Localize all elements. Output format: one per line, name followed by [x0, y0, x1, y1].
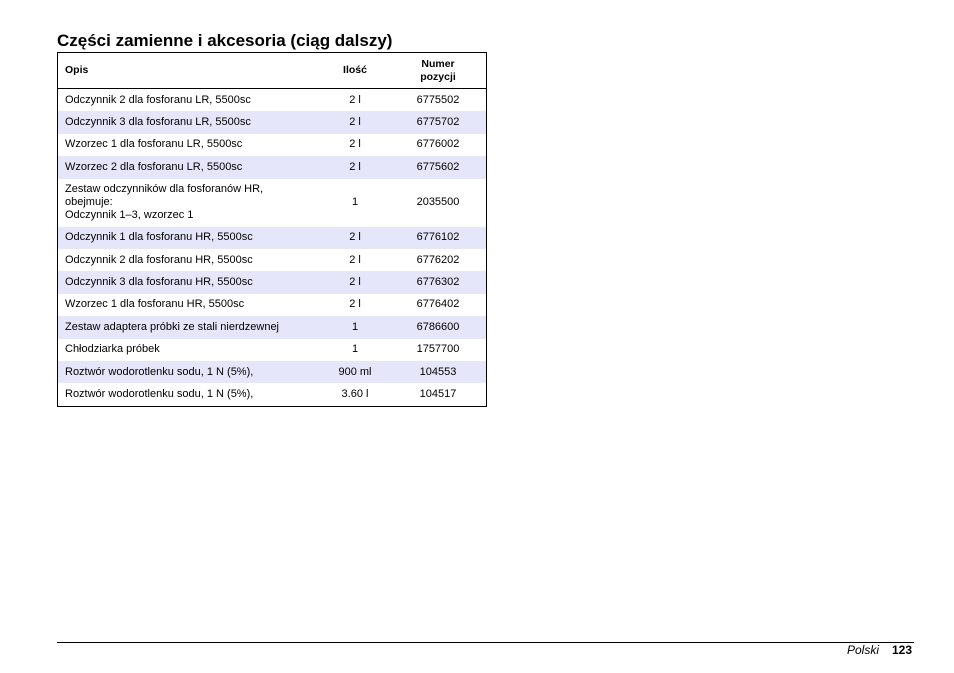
cell-ilosc: 900 ml: [320, 361, 390, 383]
table-row: [58, 271, 487, 293]
cell-ilosc: 2 l: [349, 138, 361, 151]
footer-language: Polski: [847, 643, 880, 657]
table-row: [58, 339, 487, 361]
cell-numer: 6776102: [390, 227, 487, 249]
cell-numer: 6776002: [416, 138, 460, 151]
footer-page-number: 123: [892, 643, 913, 657]
table-row: [58, 111, 487, 133]
cell-opis: Zestaw odczynników dla fosforanów HR, obejmuje: Odczynnik 1–3, wzorzec 1: [65, 183, 264, 222]
table-row: [58, 361, 487, 383]
cell-numer: 6786600: [390, 316, 487, 338]
cell-opis: Wzorzec 1 dla fosforanu HR, 5500sc: [65, 298, 245, 311]
table-row: [58, 179, 487, 227]
cell-ilosc: 2 l: [349, 253, 361, 266]
cell-ilosc: 2 l: [320, 156, 390, 178]
cell-opis: Roztwór wodorotlenku sodu, 1 N (5%),: [58, 361, 321, 383]
header-numer: Numer pozycji: [390, 53, 487, 89]
header-ilosc: Ilość: [320, 53, 390, 89]
table-row: [58, 227, 487, 249]
cell-opis: Wzorzec 1 dla fosforanu LR, 5500sc: [65, 138, 243, 151]
cell-opis: Wzorzec 2 dla fosforanu LR, 5500sc: [58, 156, 321, 178]
cell-numer: 6776302: [390, 271, 487, 293]
table-row: [58, 294, 487, 316]
footer-divider: [57, 642, 914, 643]
cell-numer: 6775502: [416, 93, 460, 106]
table-row: [58, 316, 487, 338]
cell-opis: Odczynnik 3 dla fosforanu LR, 5500sc: [58, 111, 321, 133]
cell-ilosc: 3.60 l: [341, 387, 369, 400]
page-title: Części zamienne i akcesoria (ciąg dalszy): [57, 31, 393, 50]
cell-ilosc: 2 l: [320, 111, 390, 133]
cell-opis: Chłodziarka próbek: [65, 343, 160, 356]
cell-ilosc: 1: [351, 196, 359, 209]
cell-ilosc: 1: [320, 316, 390, 338]
cell-numer: 2035500: [416, 196, 460, 209]
table-header-row: [58, 53, 487, 89]
cell-numer: 104553: [390, 361, 487, 383]
table-row: [58, 156, 487, 178]
cell-numer: 6775702: [390, 111, 487, 133]
header-opis: Opis: [58, 53, 321, 89]
cell-opis: Odczynnik 1 dla fosforanu HR, 5500sc: [58, 227, 321, 249]
cell-ilosc: 2 l: [320, 227, 390, 249]
cell-opis: Odczynnik 2 dla fosforanu HR, 5500sc: [65, 253, 253, 266]
cell-opis: Zestaw adaptera próbki ze stali nierdzewnej: [58, 316, 321, 338]
table-row: [58, 134, 487, 156]
cell-opis: Roztwór wodorotlenku sodu, 1 N (5%),: [65, 387, 254, 400]
cell-opis: Odczynnik 2 dla fosforanu LR, 5500sc: [65, 93, 251, 106]
cell-numer: 6776202: [416, 253, 460, 266]
cell-numer: 6776402: [416, 298, 460, 311]
cell-ilosc: 2 l: [320, 271, 390, 293]
cell-ilosc: 2 l: [349, 298, 361, 311]
parts-table: [57, 52, 487, 407]
table-row: [58, 89, 487, 112]
table-row: [58, 383, 487, 406]
cell-numer: 104517: [419, 387, 457, 400]
table-row: [58, 249, 487, 271]
cell-numer: 1757700: [416, 343, 460, 356]
cell-opis: Odczynnik 3 dla fosforanu HR, 5500sc: [58, 271, 321, 293]
cell-ilosc: 1: [351, 343, 359, 356]
cell-numer: 6775602: [390, 156, 487, 178]
cell-ilosc: 2 l: [349, 93, 361, 106]
